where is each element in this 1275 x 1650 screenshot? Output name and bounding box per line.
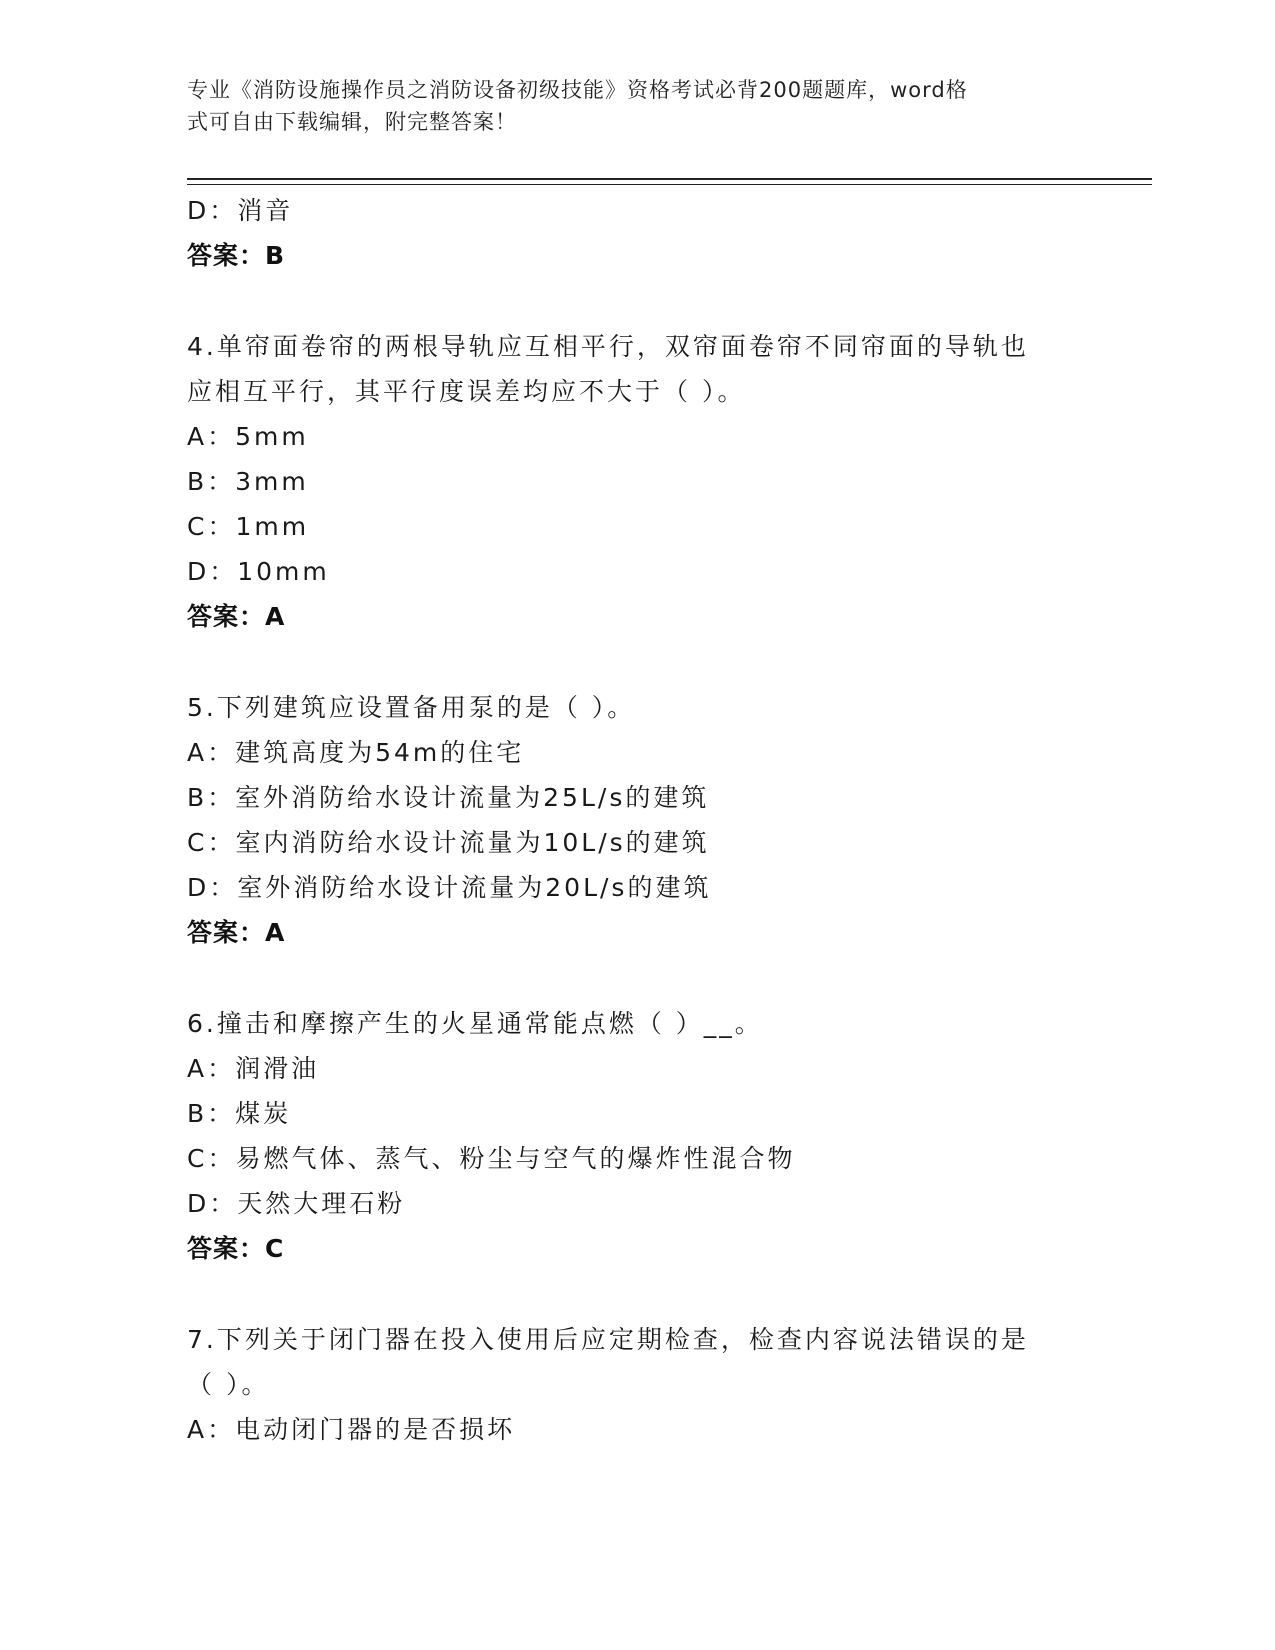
option-c: C：1mm xyxy=(187,512,310,541)
answer-line: 答案：A xyxy=(187,602,286,631)
option-d: D：消音 xyxy=(187,196,294,225)
question-7 xyxy=(187,1317,1087,1452)
answer-line: 答案：C xyxy=(187,1234,285,1263)
option-c: C：室内消防给水设计流量为10L/s的建筑 xyxy=(187,828,710,857)
option-a: A：电动闭门器的是否损坏 xyxy=(187,1415,516,1444)
option-b: B：室外消防给水设计流量为25L/s的建筑 xyxy=(187,783,710,812)
question-content xyxy=(187,188,1087,1452)
option-d: D：天然大理石粉 xyxy=(187,1189,406,1218)
question-stem: 4.单帘面卷帘的两根导轨应互相平行，双帘面卷帘不同帘面的导轨也 xyxy=(187,332,1029,361)
option-d: D：10mm xyxy=(187,557,330,586)
option-b: B：煤炭 xyxy=(187,1099,292,1128)
question-4 xyxy=(187,324,1087,639)
question-stem-cont: 应相互平行，其平行度误差均应不大于（ ）。 xyxy=(187,377,746,406)
header-divider-thin xyxy=(187,184,1152,185)
question-stem: 7.下列关于闭门器在投入使用后应定期检查，检查内容说法错误的是 xyxy=(187,1325,1029,1354)
question-stem: 6.撞击和摩擦产生的火星通常能点燃（ ）__。 xyxy=(187,1009,763,1038)
option-d: D：室外消防给水设计流量为20L/s的建筑 xyxy=(187,873,712,902)
option-a: A：5mm xyxy=(187,422,309,451)
answer-line: 答案：B xyxy=(187,241,286,270)
header-line-2: 式可自由下载编辑，附完整答案！ xyxy=(187,110,517,134)
header-line-1: 专业《消防设施操作员之消防设备初级技能》资格考试必背200题题库，word格 xyxy=(187,78,968,102)
question-stem: 5.下列建筑应设置备用泵的是（ ）。 xyxy=(187,693,636,722)
question-stem-cont: （ ）。 xyxy=(187,1370,270,1399)
question-5 xyxy=(187,685,1087,955)
question-6 xyxy=(187,1001,1087,1271)
option-a: A：润滑油 xyxy=(187,1054,320,1083)
header-divider-thick xyxy=(187,178,1152,180)
document-header xyxy=(187,74,1067,138)
option-c: C：易燃气体、蒸气、粉尘与空气的爆炸性混合物 xyxy=(187,1144,796,1173)
option-a: A：建筑高度为54m的住宅 xyxy=(187,738,525,767)
option-b: B：3mm xyxy=(187,467,309,496)
answer-line: 答案：A xyxy=(187,918,286,947)
